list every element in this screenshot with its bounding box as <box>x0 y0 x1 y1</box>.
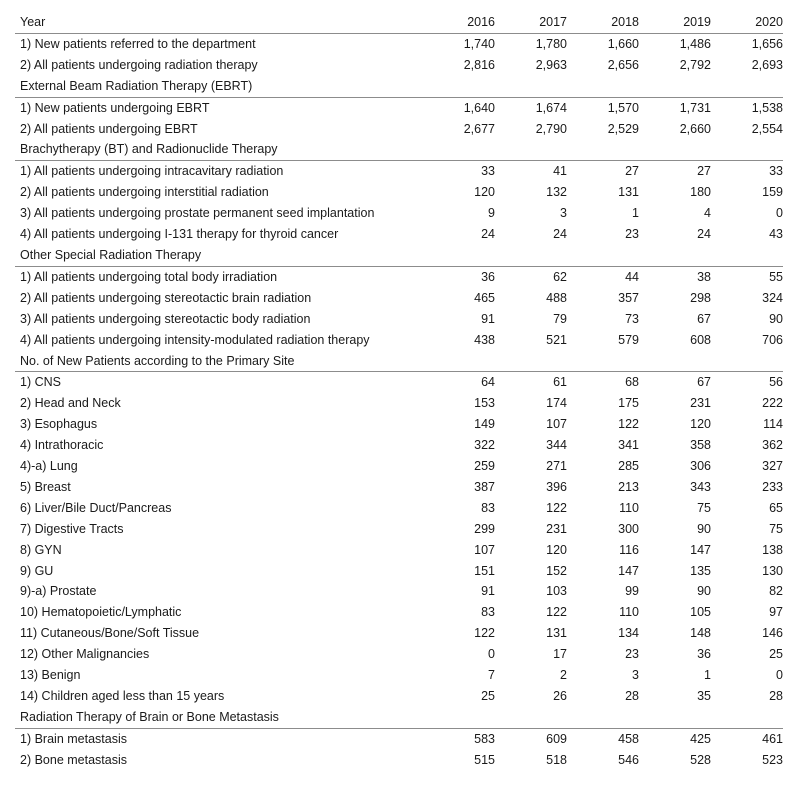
cell-value-2017: 174 <box>546 396 567 411</box>
cell-value-2017: 231 <box>546 521 567 536</box>
cell-value-2016: 25 <box>481 689 495 703</box>
section-title: Other Special Radiation Therapy <box>15 245 783 266</box>
year-header-2018: 2018 <box>567 12 639 33</box>
row-label: 10) Hematopoietic/Lymphatic <box>20 605 182 620</box>
row-label: 1) New patients referred to the department <box>20 36 256 51</box>
table-row <box>15 309 783 330</box>
cell-value-2018: 213 <box>618 479 639 494</box>
table-row <box>15 540 783 561</box>
row-label: 2) All patients undergoing stereotactic brain radiation <box>20 290 312 305</box>
row-label: 1) New patients undergoing EBRT <box>20 100 210 115</box>
cell-value-2017: 518 <box>546 752 567 767</box>
cell-value-2020: 114 <box>763 417 783 432</box>
cell-value-2020: 130 <box>762 563 783 578</box>
cell-value-2018: 134 <box>618 626 639 641</box>
cell-value-2017: 17 <box>553 647 567 662</box>
cell-value-2016: 153 <box>474 396 495 411</box>
cell-value-2020: 159 <box>762 185 783 200</box>
table-row <box>15 686 783 707</box>
row-label: 1) All patients undergoing intracavitary radiation <box>20 164 284 179</box>
table-row <box>15 182 783 203</box>
cell-value-2019: 120 <box>690 417 711 432</box>
row-label: 3) All patients undergoing prostate permanent seed implantation <box>20 206 375 221</box>
cell-value-2020: 1,656 <box>751 36 783 51</box>
table-header-row <box>15 12 783 33</box>
cell-value-2017: 521 <box>546 332 567 347</box>
cell-value-2019: 358 <box>690 438 711 453</box>
cell-value-2016: 1,640 <box>463 100 495 115</box>
section-title: Brachytherapy (BT) and Radionuclide Therapy <box>15 139 783 160</box>
cell-value-2019: 38 <box>697 269 711 284</box>
cell-value-2019: 75 <box>697 500 711 515</box>
table-row <box>15 266 783 287</box>
cell-value-2016: 2,677 <box>463 121 495 136</box>
cell-value-2016: 259 <box>474 459 495 474</box>
cell-value-2016: 64 <box>481 375 495 390</box>
cell-value-2019: 148 <box>690 626 711 641</box>
cell-value-2016: 24 <box>481 227 495 242</box>
cell-value-2020: 97 <box>769 605 783 620</box>
cell-value-2020: 706 <box>762 332 783 347</box>
cell-value-2018: 458 <box>618 731 639 746</box>
cell-value-2016: 91 <box>481 584 495 599</box>
cell-value-2017: 26 <box>553 689 567 703</box>
cell-value-2020: 75 <box>769 521 783 536</box>
table-row <box>15 372 783 393</box>
cell-value-2017: 271 <box>546 459 567 474</box>
row-label: 8) GYN <box>20 542 62 557</box>
cell-value-2016: 120 <box>474 185 495 200</box>
table-row <box>15 519 783 540</box>
cell-value-2019: 2,792 <box>679 57 711 72</box>
cell-value-2020: 2,693 <box>751 57 783 72</box>
cell-value-2016: 91 <box>481 311 495 326</box>
cell-value-2020: 1,538 <box>751 100 783 115</box>
table-row <box>15 224 783 245</box>
cell-value-2020: 56 <box>769 375 783 390</box>
section-title-row <box>15 707 783 728</box>
cell-value-2016: 0 <box>488 647 495 662</box>
cell-value-2016: 465 <box>474 290 495 305</box>
section-title-row <box>15 76 783 97</box>
table-row <box>15 393 783 414</box>
cell-value-2016: 583 <box>474 731 495 746</box>
cell-value-2020: 146 <box>762 626 783 641</box>
cell-value-2019: 4 <box>704 206 711 221</box>
cell-value-2017: 41 <box>553 164 567 179</box>
table-row <box>15 728 783 749</box>
cell-value-2019: 528 <box>690 752 711 767</box>
cell-value-2018: 579 <box>618 332 639 347</box>
cell-value-2016: 2,816 <box>463 57 495 72</box>
cell-value-2019: 1,731 <box>679 100 711 115</box>
cell-value-2017: 132 <box>546 185 567 200</box>
row-label: 1) CNS <box>20 375 61 390</box>
cell-value-2018: 3 <box>632 668 639 683</box>
cell-value-2017: 152 <box>546 563 567 578</box>
cell-value-2020: 0 <box>776 206 783 221</box>
year-header-2016: 2016 <box>423 12 495 33</box>
cell-value-2019: 425 <box>690 731 711 746</box>
table-row <box>15 97 783 118</box>
cell-value-2020: 65 <box>769 500 783 515</box>
cell-value-2018: 27 <box>625 164 639 179</box>
cell-value-2018: 341 <box>618 438 639 453</box>
table-row <box>15 581 783 602</box>
cell-value-2019: 180 <box>690 185 711 200</box>
row-label: 12) Other Malignancies <box>20 647 150 662</box>
table-row <box>15 602 783 623</box>
section-title: External Beam Radiation Therapy (EBRT) <box>15 76 783 97</box>
cell-value-2019: 231 <box>690 396 711 411</box>
cell-value-2020: 33 <box>769 164 783 179</box>
table-row <box>15 119 783 140</box>
cell-value-2017: 609 <box>546 731 567 746</box>
cell-value-2019: 27 <box>697 164 711 179</box>
row-label: 2) Head and Neck <box>20 396 121 411</box>
cell-value-2016: 9 <box>488 206 495 221</box>
cell-value-2017: 488 <box>546 290 567 305</box>
cell-value-2020: 461 <box>762 731 783 746</box>
cell-value-2017: 103 <box>546 584 567 599</box>
table-row <box>15 498 783 519</box>
cell-value-2016: 33 <box>481 164 495 179</box>
year-header-2017: 2017 <box>495 12 567 33</box>
row-label: 6) Liver/Bile Duct/Pancreas <box>20 500 172 515</box>
cell-value-2017: 61 <box>553 375 567 390</box>
cell-value-2019: 306 <box>690 459 711 474</box>
table-row <box>15 456 783 477</box>
cell-value-2017: 107 <box>546 417 567 432</box>
cell-value-2019: 105 <box>690 605 711 620</box>
table-row <box>15 623 783 644</box>
table-row <box>15 750 783 771</box>
cell-value-2016: 7 <box>488 668 495 683</box>
section-title-row <box>15 245 783 266</box>
section-title-row <box>15 351 783 372</box>
cell-value-2016: 299 <box>474 521 495 536</box>
cell-value-2016: 107 <box>474 542 495 557</box>
cell-value-2020: 362 <box>762 438 783 453</box>
cell-value-2018: 68 <box>625 375 639 390</box>
year-header-2019: 2019 <box>639 12 711 33</box>
row-label: 2) All patients undergoing EBRT <box>20 121 198 136</box>
cell-value-2018: 44 <box>625 269 639 284</box>
cell-value-2019: 24 <box>697 227 711 242</box>
year-header-2020: 2020 <box>711 12 783 33</box>
cell-value-2017: 2,790 <box>535 121 567 136</box>
cell-value-2019: 90 <box>697 584 711 599</box>
row-label: 4) All patients undergoing I-131 therapy for thyroid cancer <box>20 227 339 242</box>
cell-value-2018: 110 <box>619 500 639 515</box>
cell-value-2018: 131 <box>618 185 639 200</box>
row-label: 1) All patients undergoing total body irradiation <box>20 269 278 284</box>
table-row <box>15 644 783 665</box>
cell-value-2017: 79 <box>553 311 567 326</box>
cell-value-2016: 438 <box>474 332 495 347</box>
cell-value-2018: 147 <box>618 563 639 578</box>
table-row <box>15 288 783 309</box>
table-row <box>15 161 783 182</box>
table-body <box>15 33 783 770</box>
row-label: 2) All patients undergoing interstitial radiation <box>20 185 269 200</box>
row-label: 4) Intrathoracic <box>20 438 104 453</box>
cell-value-2019: 90 <box>697 521 711 536</box>
cell-value-2019: 35 <box>697 689 711 703</box>
cell-value-2020: 0 <box>776 668 783 683</box>
cell-value-2016: 149 <box>474 417 495 432</box>
cell-value-2018: 546 <box>618 752 639 767</box>
cell-value-2017: 1,780 <box>535 36 567 51</box>
row-label: 1) Brain metastasis <box>20 731 127 746</box>
cell-value-2018: 357 <box>618 290 639 305</box>
cell-value-2020: 90 <box>769 311 783 326</box>
cell-value-2019: 36 <box>697 647 711 662</box>
cell-value-2017: 1,674 <box>535 100 567 115</box>
cell-value-2017: 396 <box>546 479 567 494</box>
section-title: Radiation Therapy of Brain or Bone Metastasis <box>15 707 783 728</box>
cell-value-2017: 344 <box>546 438 567 453</box>
cell-value-2019: 2,660 <box>679 121 711 136</box>
cell-value-2018: 28 <box>625 689 639 703</box>
cell-value-2019: 608 <box>690 332 711 347</box>
row-label: 14) Children aged less than 15 years <box>20 689 225 703</box>
cell-value-2017: 120 <box>546 542 567 557</box>
cell-value-2017: 2 <box>560 668 567 683</box>
section-title: No. of New Patients according to the Primary Site <box>15 351 783 372</box>
cell-value-2020: 233 <box>762 479 783 494</box>
cell-value-2017: 24 <box>553 227 567 242</box>
row-label: 11) Cutaneous/Bone/Soft Tissue <box>20 626 200 641</box>
table-row <box>15 561 783 582</box>
cell-value-2018: 122 <box>618 417 639 432</box>
row-label: 2) Bone metastasis <box>20 752 127 767</box>
row-label: 7) Digestive Tracts <box>20 521 124 536</box>
row-label: 5) Breast <box>20 479 71 494</box>
cell-value-2016: 322 <box>474 438 495 453</box>
cell-value-2020: 222 <box>762 396 783 411</box>
cell-value-2019: 67 <box>697 311 711 326</box>
cell-value-2017: 122 <box>546 605 567 620</box>
table-row <box>15 414 783 435</box>
cell-value-2018: 110 <box>619 605 639 620</box>
table-row <box>15 330 783 351</box>
cell-value-2016: 122 <box>474 626 495 641</box>
cell-value-2020: 82 <box>769 584 783 599</box>
row-label: 4) All patients undergoing intensity-modulated radiation therapy <box>20 332 370 347</box>
row-label: 9) GU <box>20 563 54 578</box>
cell-value-2018: 99 <box>625 584 639 599</box>
cell-value-2018: 1,570 <box>607 100 639 115</box>
cell-value-2018: 1 <box>632 206 639 221</box>
cell-value-2019: 1,486 <box>679 36 711 51</box>
year-column-header: Year <box>15 12 423 33</box>
table-row <box>15 435 783 456</box>
cell-value-2016: 36 <box>481 269 495 284</box>
cell-value-2018: 2,529 <box>607 121 639 136</box>
cell-value-2020: 2,554 <box>751 121 783 136</box>
row-label: 9)-a) Prostate <box>20 584 97 599</box>
cell-value-2016: 83 <box>481 500 495 515</box>
cell-value-2020: 55 <box>769 269 783 284</box>
cell-value-2018: 116 <box>619 542 639 557</box>
cell-value-2019: 67 <box>697 375 711 390</box>
cell-value-2019: 298 <box>690 290 711 305</box>
cell-value-2020: 523 <box>762 752 783 767</box>
cell-value-2018: 1,660 <box>607 36 639 51</box>
cell-value-2016: 83 <box>481 605 495 620</box>
cell-value-2020: 28 <box>769 689 783 703</box>
cell-value-2020: 138 <box>762 542 783 557</box>
cell-value-2018: 73 <box>625 311 639 326</box>
cell-value-2020: 43 <box>769 227 783 242</box>
row-label: 3) All patients undergoing stereotactic body radiation <box>20 311 311 326</box>
section-title-row <box>15 139 783 160</box>
table-row <box>15 665 783 686</box>
cell-value-2018: 2,656 <box>607 57 639 72</box>
cell-value-2019: 135 <box>690 563 711 578</box>
table-row <box>15 203 783 224</box>
table-row <box>15 33 783 54</box>
cell-value-2019: 343 <box>690 479 711 494</box>
cell-value-2016: 387 <box>474 479 495 494</box>
cell-value-2018: 300 <box>618 521 639 536</box>
cell-value-2018: 175 <box>618 396 639 411</box>
cell-value-2017: 62 <box>553 269 567 284</box>
cell-value-2017: 2,963 <box>535 57 567 72</box>
row-label: 4)-a) Lung <box>20 459 78 474</box>
cell-value-2020: 25 <box>769 647 783 662</box>
table-row <box>15 477 783 498</box>
cell-value-2017: 3 <box>560 206 567 221</box>
radiation-therapy-stats-table <box>15 12 783 771</box>
cell-value-2019: 1 <box>704 668 711 683</box>
table-row <box>15 55 783 76</box>
cell-value-2016: 1,740 <box>463 36 495 51</box>
row-label: 3) Esophagus <box>20 417 98 432</box>
cell-value-2020: 324 <box>762 290 783 305</box>
cell-value-2020: 327 <box>762 459 783 474</box>
row-label: 13) Benign <box>20 668 81 683</box>
cell-value-2017: 122 <box>546 500 567 515</box>
cell-value-2017: 131 <box>546 626 567 641</box>
cell-value-2019: 147 <box>690 542 711 557</box>
cell-value-2018: 23 <box>625 647 639 662</box>
cell-value-2018: 285 <box>618 459 639 474</box>
cell-value-2018: 23 <box>625 227 639 242</box>
cell-value-2016: 151 <box>474 563 495 578</box>
cell-value-2016: 515 <box>474 752 495 767</box>
row-label: 2) All patients undergoing radiation therapy <box>20 57 258 72</box>
